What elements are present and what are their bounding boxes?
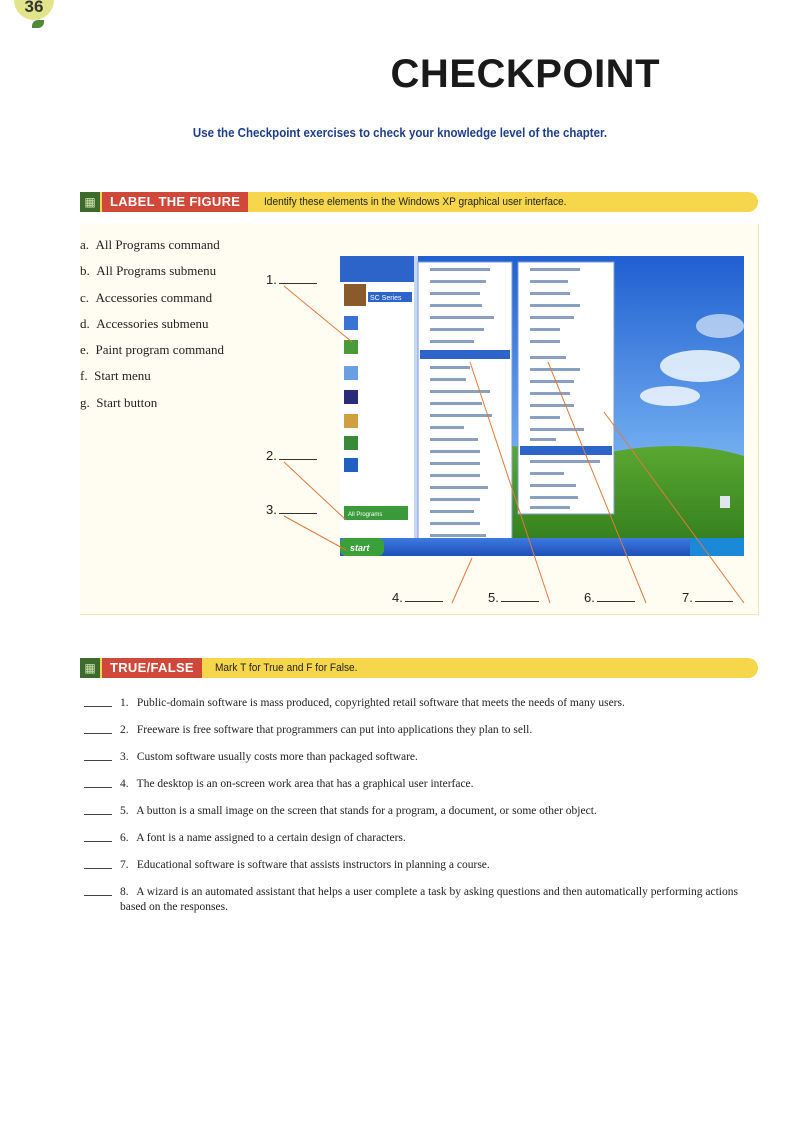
figure-label-6: 6. [584, 590, 635, 605]
section-icon: ▦ [80, 658, 100, 678]
list-item: 6. A font is a name assigned to a certain design of characters. [84, 831, 748, 846]
list-item: b. All Programs submenu [80, 263, 217, 279]
list-item: f. Start menu [80, 368, 151, 384]
figure-label-4: 4. [392, 590, 443, 605]
list-item: 5. A button is a small image on the screen that stands for a program, a document, or some other object. [84, 804, 748, 819]
figure-label-2: 2. [266, 448, 317, 463]
section-label: LABEL THE FIGURE [102, 192, 248, 212]
label-figure-header [80, 192, 758, 212]
page-subtitle: Use the Checkpoint exercises to check your knowledge level of the chapter. [192, 126, 608, 140]
section-icon: ▦ [80, 192, 100, 212]
svg-text:start: start [350, 543, 370, 553]
section-label: TRUE/FALSE [102, 658, 202, 678]
page-title: CHECKPOINT [390, 52, 660, 96]
list-item: 4. The desktop is an on-screen work area that has a graphical user interface. [84, 777, 748, 792]
svg-text:SC Series: SC Series [370, 295, 402, 302]
list-item: g. Start button [80, 394, 158, 410]
list-item: e. Paint program command [80, 342, 225, 358]
list-item: 2. Freeware is free software that programmers can put into applications they plan to sell. [84, 723, 748, 738]
list-item: 7. Educational software is software that assists instructors in planning a course. [84, 858, 748, 873]
figure-label-3: 3. [266, 502, 317, 517]
true-false-list [84, 696, 748, 927]
list-item: d. Accessories submenu [80, 315, 209, 331]
list-item: 1. Public-domain software is mass produced, copyrighted retail software that meets the needs of many users. [84, 696, 748, 711]
figure-label-5: 5. [488, 590, 539, 605]
true-false-header [80, 658, 758, 678]
list-item: c. Accessories command [80, 289, 213, 305]
figure-label-1: 1. [266, 272, 317, 287]
page-number: 36 [14, 0, 54, 20]
list-item: a. All Programs command [80, 237, 220, 252]
leaf-icon [32, 20, 44, 28]
svg-text:All Programs: All Programs [348, 512, 383, 518]
windows-xp-screenshot [340, 256, 744, 556]
list-item: 3. Custom software usually costs more than packaged software. [84, 750, 748, 765]
list-item: 8. A wizard is an automated assistant that helps a user complete a task by asking questions and then automatically performing actions based on the responses. [84, 885, 748, 915]
label-items [80, 232, 224, 416]
section-instruction: Mark T for True and F for False. [215, 662, 358, 674]
screenshot-graphic [340, 256, 744, 556]
figure-label-7: 7. [682, 590, 733, 605]
section-instruction: Identify these elements in the Windows XP graphical user interface. [264, 196, 567, 208]
